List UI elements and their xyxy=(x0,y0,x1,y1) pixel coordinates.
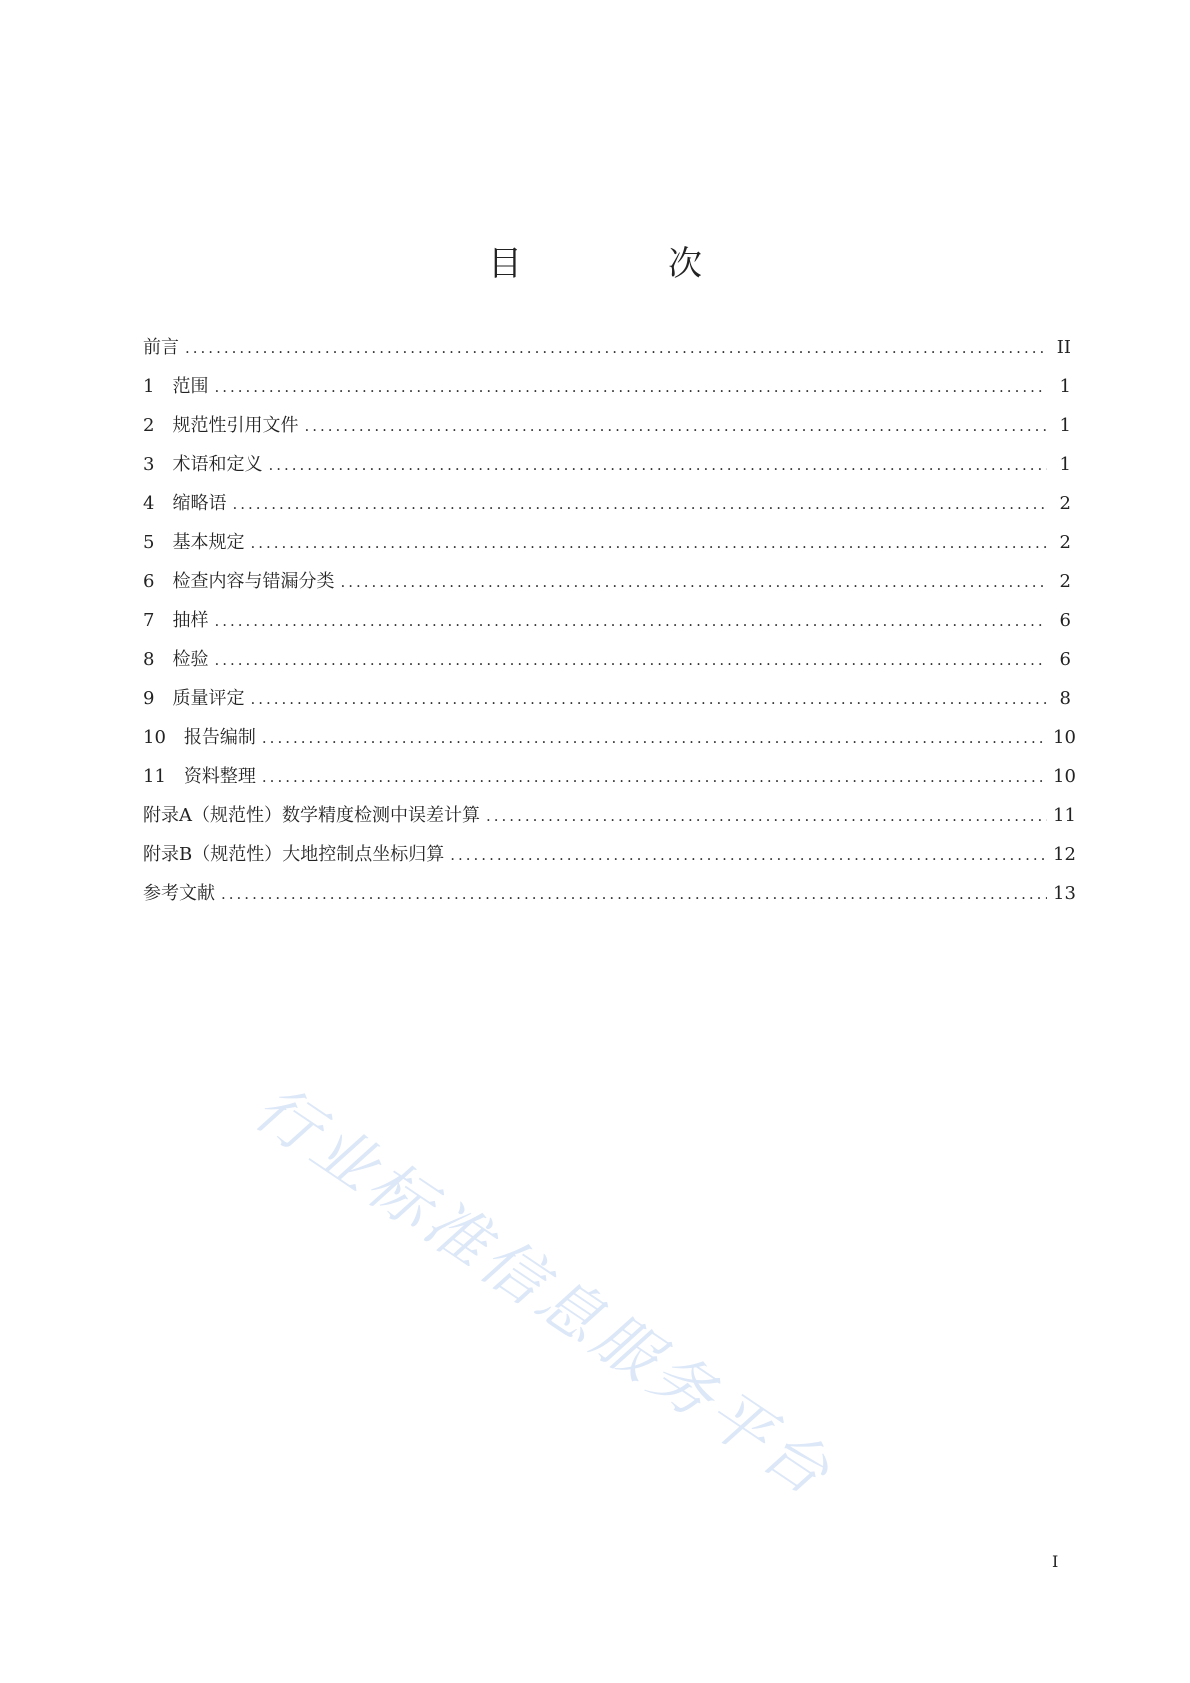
watermark: 行业标准信息服务平台 xyxy=(241,1070,847,1512)
toc-entry-number: 10 xyxy=(143,727,166,748)
toc-entry-page: 6 xyxy=(1059,610,1071,631)
toc-entry-label: 质量评定 xyxy=(172,688,245,709)
toc-leader xyxy=(232,495,1047,513)
toc-entry-number: 8 xyxy=(143,649,155,670)
toc-entry-page: 12 xyxy=(1053,844,1076,865)
table-of-contents xyxy=(143,333,1076,918)
toc-entry[interactable] xyxy=(143,528,1071,567)
toc-entry-label: 基本规定 xyxy=(172,532,245,553)
toc-entry-number: 4 xyxy=(143,493,155,514)
toc-leader xyxy=(185,339,1047,357)
page-title: 目 次 xyxy=(488,244,758,284)
toc-entry-label: 术语和定义 xyxy=(172,454,263,475)
toc-entry[interactable] xyxy=(143,762,1076,801)
toc-entry[interactable] xyxy=(143,411,1071,450)
toc-entry-number: 6 xyxy=(143,571,155,592)
toc-entry-label: 前言 xyxy=(143,337,179,358)
toc-leader xyxy=(304,417,1047,435)
toc-leader xyxy=(221,885,1047,903)
toc-entry-label: 附录B（规范性）大地控制点坐标归算 xyxy=(143,844,445,865)
toc-entry-label: 报告编制 xyxy=(183,727,256,748)
toc-entry-label: 检查内容与错漏分类 xyxy=(172,571,335,592)
toc-entry-label: 附录A（规范性）数学精度检测中误差计算 xyxy=(143,805,480,826)
toc-entry-label: 缩略语 xyxy=(172,493,227,514)
toc-leader xyxy=(250,534,1047,552)
toc-entry-page: II xyxy=(1056,337,1071,358)
toc-entry-page: 6 xyxy=(1059,649,1071,670)
toc-leader xyxy=(340,573,1047,591)
toc-leader xyxy=(268,456,1047,474)
page-number: I xyxy=(1052,1552,1059,1571)
toc-leader xyxy=(214,378,1047,396)
toc-entry[interactable] xyxy=(143,372,1071,411)
toc-entry-number: 5 xyxy=(143,532,155,553)
toc-entry[interactable] xyxy=(143,489,1071,528)
toc-entry[interactable] xyxy=(143,840,1076,879)
toc-entry[interactable] xyxy=(143,879,1076,918)
toc-entry[interactable] xyxy=(143,567,1071,606)
toc-entry-number: 9 xyxy=(143,688,155,709)
toc-entry-number: 3 xyxy=(143,454,155,475)
toc-entry-page: 2 xyxy=(1059,493,1071,514)
toc-leader xyxy=(486,807,1047,825)
toc-entry-page: 1 xyxy=(1059,415,1071,436)
toc-entry[interactable] xyxy=(143,801,1076,840)
toc-leader xyxy=(450,846,1047,864)
toc-entry-page: 1 xyxy=(1059,376,1071,397)
toc-entry-number: 7 xyxy=(143,610,155,631)
toc-leader xyxy=(262,768,1047,786)
toc-entry-number: 2 xyxy=(143,415,155,436)
toc-entry[interactable] xyxy=(143,450,1071,489)
toc-entry-label: 范围 xyxy=(172,376,209,397)
toc-leader xyxy=(214,612,1047,630)
toc-entry-label: 抽样 xyxy=(172,610,209,631)
toc-entry-number: 1 xyxy=(143,376,155,397)
toc-entry-number: 11 xyxy=(143,766,166,787)
toc-entry-page: 13 xyxy=(1053,883,1076,904)
toc-entry[interactable] xyxy=(143,333,1071,372)
toc-entry[interactable] xyxy=(143,645,1071,684)
toc-entry-label: 资料整理 xyxy=(183,766,256,787)
toc-entry[interactable] xyxy=(143,684,1071,723)
toc-entry[interactable] xyxy=(143,723,1076,762)
toc-leader xyxy=(214,651,1047,669)
toc-leader xyxy=(250,690,1047,708)
toc-entry-label: 检验 xyxy=(172,649,209,670)
toc-entry-label: 参考文献 xyxy=(143,883,215,904)
toc-entry-page: 2 xyxy=(1059,571,1071,592)
toc-entry-page: 2 xyxy=(1059,532,1071,553)
toc-entry-page: 10 xyxy=(1053,766,1076,787)
toc-leader xyxy=(262,729,1047,747)
toc-entry-label: 规范性引用文件 xyxy=(172,415,299,436)
toc-entry-page: 11 xyxy=(1053,805,1076,826)
toc-entry-page: 1 xyxy=(1059,454,1071,475)
toc-entry[interactable] xyxy=(143,606,1071,645)
toc-entry-page: 8 xyxy=(1059,688,1071,709)
toc-entry-page: 10 xyxy=(1053,727,1076,748)
